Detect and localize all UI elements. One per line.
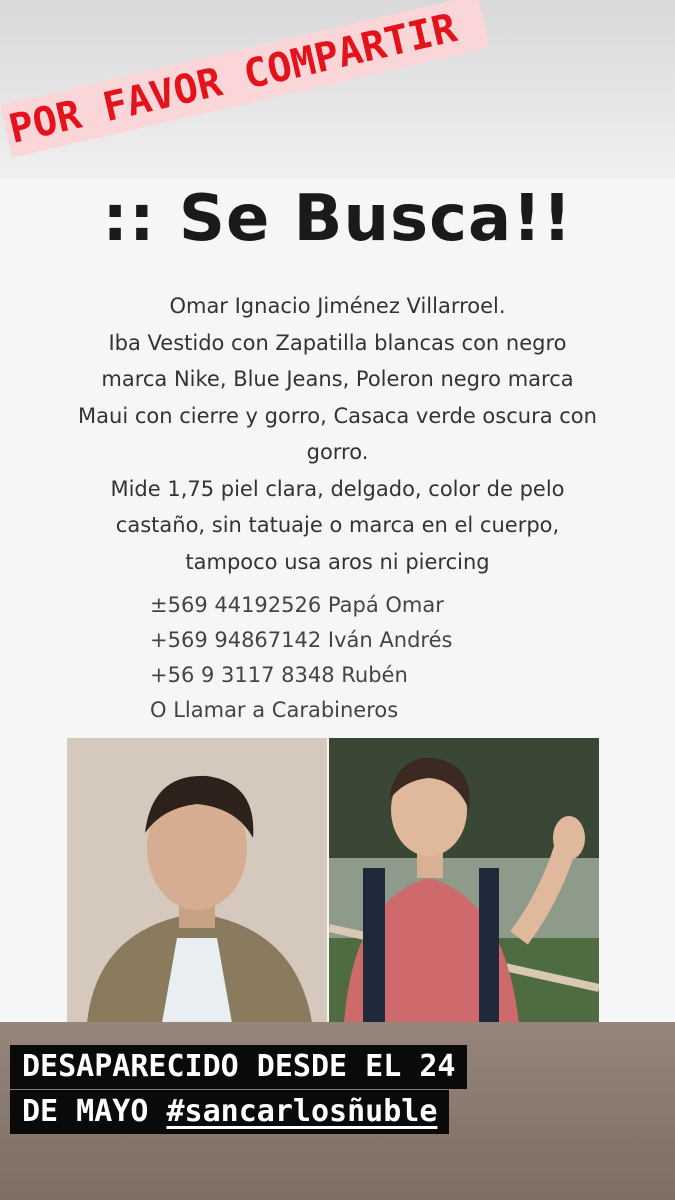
description-line: marca Nike, Blue Jeans, Poleron negro marca: [101, 367, 574, 391]
contact-list: [150, 588, 570, 728]
contact-phone-ruben: +56 9 3117 8348 Rubén: [150, 663, 408, 687]
description-line: tampoco usa aros ni piercing: [185, 549, 490, 574]
description-line: Maui con cierre y gorro, Casaca verde oscura con: [78, 403, 597, 428]
flyer-headline: :: Se Busca!!: [102, 182, 573, 256]
person-photo-selfie: [67, 738, 327, 1023]
description-line: castaño, sin tatuaje o marca en el cuerpo,: [115, 513, 560, 537]
contact-carabineros: O Llamar a Carabineros: [150, 698, 399, 722]
description-line: Mide 1,75 piel clara, delgado, color de pelo: [110, 476, 565, 501]
caption-line-date-hashtag: [10, 1090, 449, 1134]
description-line: Iba Vestido con Zapatilla blancas con negro: [108, 330, 567, 355]
person-description: [40, 288, 635, 580]
description-line: Omar Ignacio Jiménez Villarroel.: [169, 294, 506, 318]
person-photo-outdoor: [329, 738, 599, 1023]
share-request-label: POR FAVOR COMPARTIR: [0, 0, 489, 158]
contact-phone-papa-omar: ±569 44192526 Papá Omar: [150, 593, 444, 617]
caption-date-text: DE MAYO: [22, 1094, 167, 1129]
description-line: gorro.: [306, 440, 369, 464]
contact-phone-ivan-andres: +569 94867142 Iván Andrés: [150, 628, 453, 652]
caption-line-missing-since: DESAPARECIDO DESDE EL 24: [10, 1045, 467, 1089]
hashtag-link[interactable]: #sancarlosñuble: [166, 1094, 438, 1129]
